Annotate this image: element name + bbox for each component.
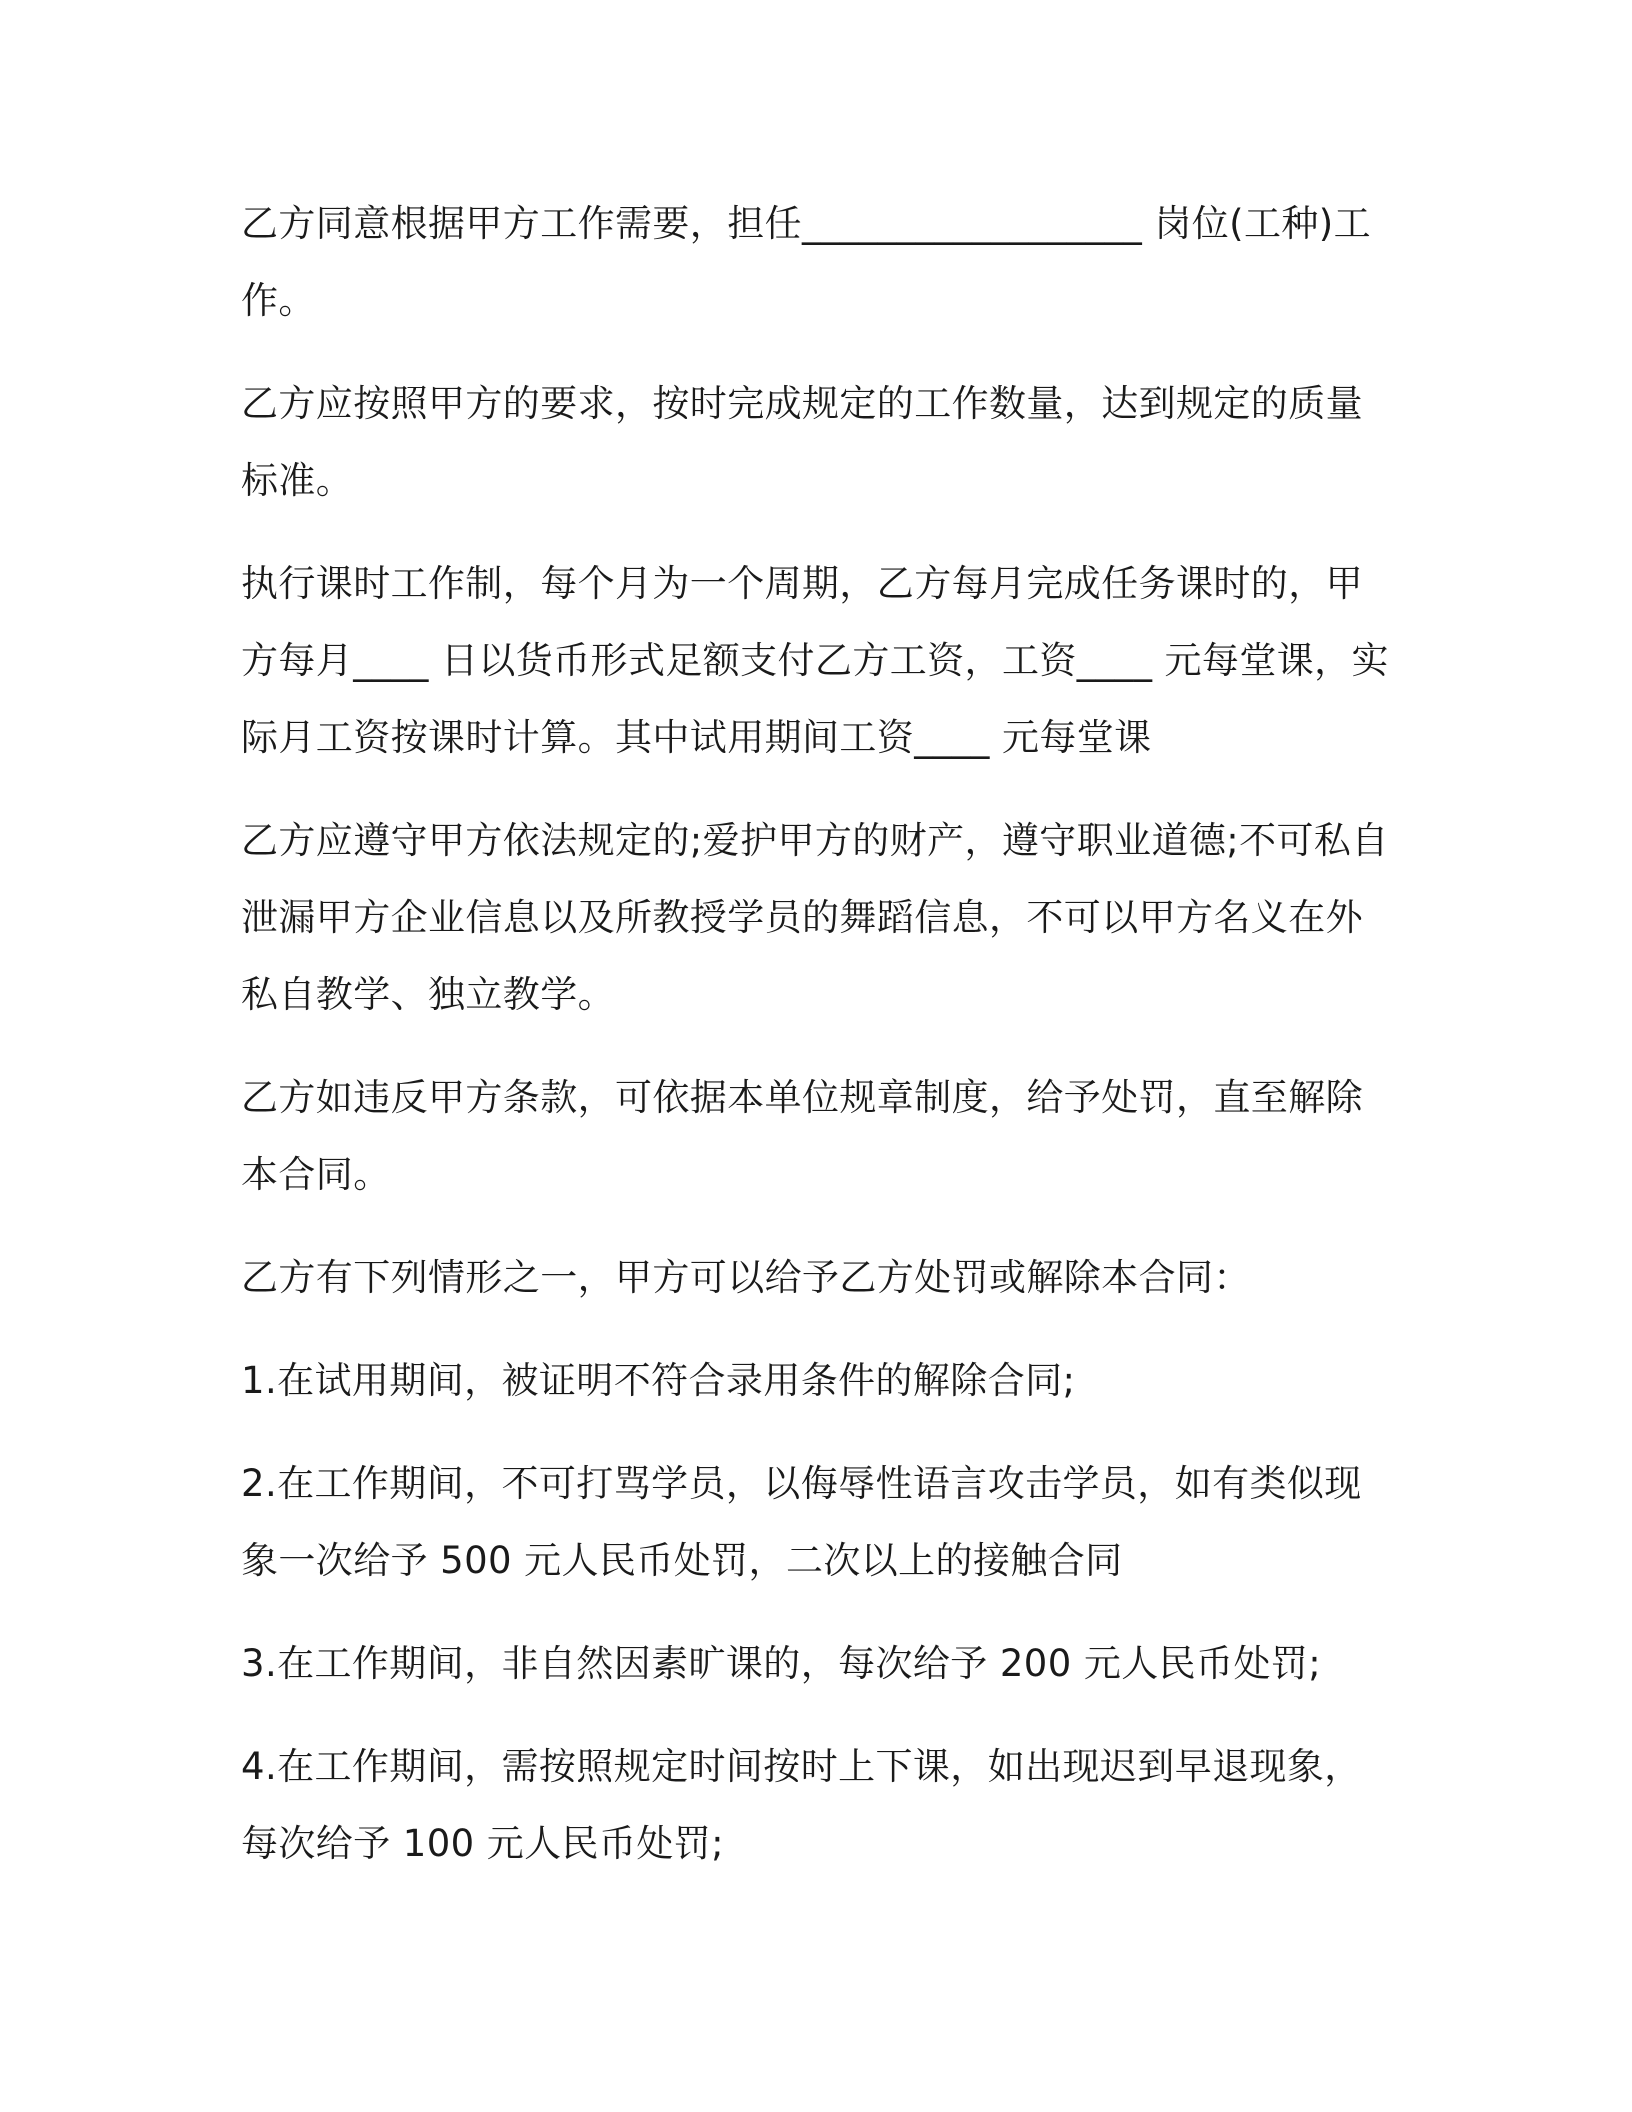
paragraph-violation: 乙方如违反甲方条款，可依据本单位规章制度，给予处罚，直至解除本合同。 (241, 1076, 1363, 1196)
paragraph-conduct: 乙方应遵守甲方依法规定的;爱护甲方的财产，遵守职业道德;不可私自泄漏甲方企业信息以及所教授学员的舞蹈信息，不可以甲方名义在外私自教学、独立教学。 (241, 819, 1389, 1016)
document-body (241, 185, 1391, 1908)
paragraph-salary: 执行课时工作制，每个月为一个周期，乙方每月完成任务课时的，甲方每月____ 日以货币形式足额支付乙方工资，工资____ 元每堂课，实际月工资按课时计算。其中试用期间工资____ 元每堂课 (241, 562, 1389, 759)
list-item-abuse: 2.在工作期间，不可打骂学员，以侮辱性语言攻击学员，如有类似现象一次给予 500 元人民币处罚，二次以上的接触合同 (241, 1462, 1362, 1582)
list-item-absence: 3.在工作期间，非自然因素旷课的，每次给予 200 元人民币处罚; (241, 1642, 1322, 1685)
paragraph-position: 乙方同意根据甲方工作需要，担任__________________ 岗位(工种)工作。 (241, 202, 1372, 322)
paragraph-quality: 乙方应按照甲方的要求，按时完成规定的工作数量，达到规定的质量标准。 (241, 382, 1363, 502)
list-item-probation: 1.在试用期间，被证明不符合录用条件的解除合同; (241, 1359, 1076, 1402)
paragraph-conditions: 乙方有下列情形之一，甲方可以给予乙方处罚或解除本合同： (241, 1256, 1251, 1299)
list-item-lateness: 4.在工作期间，需按照规定时间按时上下课，如出现迟到早退现象，每次给予 100 元人民币处罚; (241, 1745, 1362, 1865)
